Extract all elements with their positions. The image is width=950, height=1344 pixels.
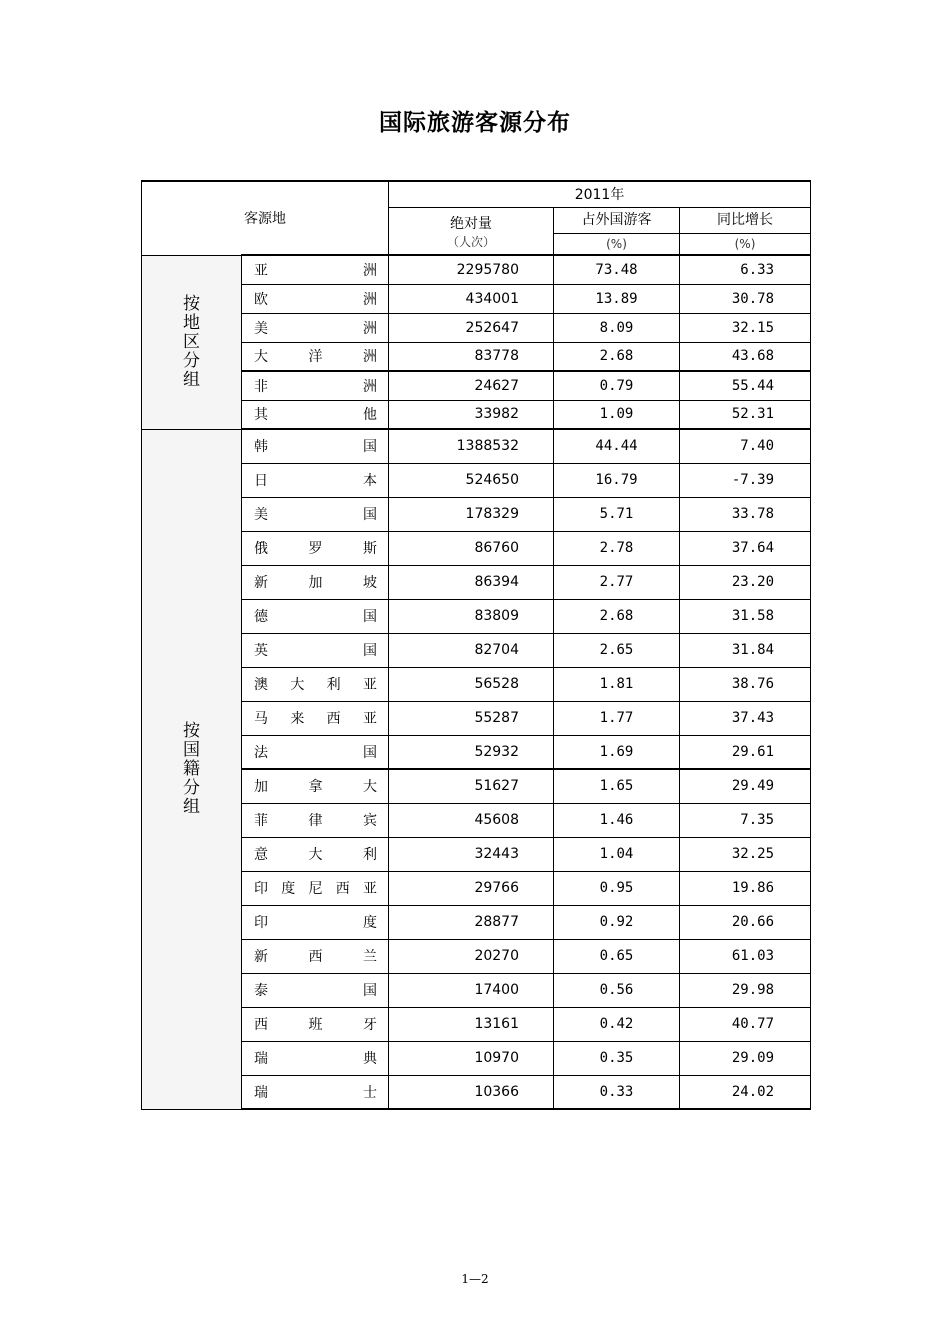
source-name-text: 印 度 bbox=[254, 915, 377, 931]
growth-percent: 61.03 bbox=[680, 939, 811, 973]
group-by-nation bbox=[142, 429, 242, 1109]
source-name-text: 新 加 坡 bbox=[254, 575, 377, 591]
share-percent: 0.79 bbox=[554, 371, 680, 400]
share-percent: 73.48 bbox=[554, 255, 680, 284]
source-name bbox=[242, 905, 389, 939]
growth-percent: 7.35 bbox=[680, 803, 811, 837]
share-percent: 2.78 bbox=[554, 531, 680, 565]
tourist-source-table bbox=[141, 180, 811, 1110]
growth-percent: 43.68 bbox=[680, 342, 811, 371]
header-abs-unit: （人次） bbox=[446, 234, 495, 249]
table-row bbox=[142, 400, 811, 429]
source-name-text: 亚 洲 bbox=[254, 262, 377, 279]
absolute-count: 13161 bbox=[389, 1007, 554, 1041]
absolute-count: 24627 bbox=[389, 371, 554, 400]
growth-percent: 24.02 bbox=[680, 1075, 811, 1109]
source-name-text: 非 洲 bbox=[254, 378, 377, 395]
table-row bbox=[142, 284, 811, 313]
growth-percent: 32.25 bbox=[680, 837, 811, 871]
table-row bbox=[142, 1075, 811, 1109]
growth-percent: 31.84 bbox=[680, 633, 811, 667]
source-name bbox=[242, 531, 389, 565]
absolute-count: 86394 bbox=[389, 565, 554, 599]
table-row bbox=[142, 342, 811, 371]
share-percent: 0.92 bbox=[554, 905, 680, 939]
absolute-count: 86760 bbox=[389, 531, 554, 565]
table-row bbox=[142, 599, 811, 633]
group-by-nation-label: 按国籍分组 bbox=[183, 720, 200, 817]
page-title: 国际旅游客源分布 bbox=[379, 109, 571, 136]
share-percent: 1.69 bbox=[554, 735, 680, 769]
source-name-text: 澳 大 利 亚 bbox=[254, 677, 377, 693]
table-row bbox=[142, 667, 811, 701]
source-name-text: 法 国 bbox=[254, 744, 377, 761]
growth-percent: 30.78 bbox=[680, 284, 811, 313]
source-name-text: 俄 罗 斯 bbox=[254, 541, 377, 557]
table-row bbox=[142, 803, 811, 837]
source-name bbox=[242, 497, 389, 531]
absolute-count: 52932 bbox=[389, 735, 554, 769]
table-row bbox=[142, 497, 811, 531]
table-row bbox=[142, 371, 811, 400]
table-row bbox=[142, 565, 811, 599]
page-number: 1—2 bbox=[461, 1272, 489, 1286]
growth-percent: 52.31 bbox=[680, 400, 811, 429]
growth-percent: 20.66 bbox=[680, 905, 811, 939]
source-name bbox=[242, 939, 389, 973]
source-name-text: 新 西 兰 bbox=[254, 949, 377, 965]
source-name-text: 美 国 bbox=[254, 507, 377, 523]
source-name-text: 英 国 bbox=[254, 643, 377, 659]
growth-percent: 38.76 bbox=[680, 667, 811, 701]
absolute-count: 33982 bbox=[389, 400, 554, 429]
source-name-text: 意 大 利 bbox=[254, 847, 377, 863]
table-row bbox=[142, 1041, 811, 1075]
share-percent: 1.09 bbox=[554, 400, 680, 429]
header-abs bbox=[389, 207, 554, 255]
table-row bbox=[142, 769, 811, 803]
absolute-count: 29766 bbox=[389, 871, 554, 905]
source-name bbox=[242, 313, 389, 342]
table-row bbox=[142, 429, 811, 463]
source-name bbox=[242, 429, 389, 463]
share-percent: 0.35 bbox=[554, 1041, 680, 1075]
table-row bbox=[142, 973, 811, 1007]
absolute-count: 524650 bbox=[389, 463, 554, 497]
header-share-unit-cell bbox=[554, 233, 680, 255]
source-name-text: 西 班 牙 bbox=[254, 1017, 377, 1033]
source-name bbox=[242, 342, 389, 371]
share-percent: 0.33 bbox=[554, 1075, 680, 1109]
source-name bbox=[242, 803, 389, 837]
share-percent: 1.77 bbox=[554, 701, 680, 735]
source-name bbox=[242, 667, 389, 701]
source-name bbox=[242, 255, 389, 284]
growth-percent: 55.44 bbox=[680, 371, 811, 400]
table-row bbox=[142, 905, 811, 939]
growth-percent: 6.33 bbox=[680, 255, 811, 284]
growth-percent: 40.77 bbox=[680, 1007, 811, 1041]
source-name bbox=[242, 837, 389, 871]
growth-percent: 37.43 bbox=[680, 701, 811, 735]
table-row bbox=[142, 1007, 811, 1041]
absolute-count: 32443 bbox=[389, 837, 554, 871]
share-percent: 44.44 bbox=[554, 429, 680, 463]
absolute-count: 82704 bbox=[389, 633, 554, 667]
source-name-text: 瑞 典 bbox=[254, 1051, 377, 1067]
share-percent: 0.65 bbox=[554, 939, 680, 973]
share-percent: 2.77 bbox=[554, 565, 680, 599]
table-row bbox=[142, 939, 811, 973]
growth-percent: 7.40 bbox=[680, 429, 811, 463]
table-row bbox=[142, 255, 811, 284]
table-row bbox=[142, 463, 811, 497]
table-row bbox=[142, 701, 811, 735]
share-percent: 1.65 bbox=[554, 769, 680, 803]
group-by-region-label: 按地区分组 bbox=[183, 293, 200, 390]
source-name bbox=[242, 1041, 389, 1075]
table-row bbox=[142, 531, 811, 565]
growth-percent: 31.58 bbox=[680, 599, 811, 633]
absolute-count: 51627 bbox=[389, 769, 554, 803]
growth-percent: 29.98 bbox=[680, 973, 811, 1007]
header-source-label: 客源地 bbox=[244, 211, 286, 227]
source-name-text: 菲 律 宾 bbox=[254, 813, 377, 829]
absolute-count: 83809 bbox=[389, 599, 554, 633]
source-name bbox=[242, 400, 389, 429]
source-name-text: 韩 国 bbox=[254, 439, 377, 456]
source-name-text: 其 他 bbox=[254, 407, 377, 424]
growth-percent: 29.09 bbox=[680, 1041, 811, 1075]
growth-percent: 33.78 bbox=[680, 497, 811, 531]
source-name bbox=[242, 735, 389, 769]
growth-percent: 29.49 bbox=[680, 769, 811, 803]
absolute-count: 1388532 bbox=[389, 429, 554, 463]
absolute-count: 83778 bbox=[389, 342, 554, 371]
source-name-text: 瑞 士 bbox=[254, 1084, 377, 1101]
header-abs-label: 绝对量 bbox=[450, 215, 492, 232]
source-name-text: 马 来 西 亚 bbox=[254, 711, 377, 727]
share-percent: 13.89 bbox=[554, 284, 680, 313]
share-percent: 2.68 bbox=[554, 599, 680, 633]
absolute-count: 10970 bbox=[389, 1041, 554, 1075]
absolute-count: 20270 bbox=[389, 939, 554, 973]
absolute-count: 56528 bbox=[389, 667, 554, 701]
growth-percent: 32.15 bbox=[680, 313, 811, 342]
source-name bbox=[242, 463, 389, 497]
table-row bbox=[142, 871, 811, 905]
absolute-count: 2295780 bbox=[389, 255, 554, 284]
source-name-text: 加 拿 大 bbox=[254, 779, 377, 796]
source-name bbox=[242, 1075, 389, 1109]
source-name-text: 德 国 bbox=[254, 609, 377, 625]
share-percent: 0.56 bbox=[554, 973, 680, 1007]
source-name-text: 日 本 bbox=[254, 473, 377, 489]
source-name-text: 大 洋 洲 bbox=[254, 349, 377, 366]
header-source bbox=[142, 181, 389, 255]
source-name-text: 泰 国 bbox=[254, 983, 377, 999]
header-share-unit: (%) bbox=[606, 236, 627, 251]
share-percent: 0.42 bbox=[554, 1007, 680, 1041]
absolute-count: 55287 bbox=[389, 701, 554, 735]
source-name bbox=[242, 1007, 389, 1041]
source-name bbox=[242, 633, 389, 667]
table-row bbox=[142, 837, 811, 871]
source-name-text: 印 度 尼 西 亚 bbox=[254, 881, 377, 897]
source-name bbox=[242, 701, 389, 735]
source-name bbox=[242, 599, 389, 633]
absolute-count: 434001 bbox=[389, 284, 554, 313]
share-percent: 2.68 bbox=[554, 342, 680, 371]
header-year: 2011年 bbox=[389, 181, 811, 207]
absolute-count: 252647 bbox=[389, 313, 554, 342]
share-percent: 8.09 bbox=[554, 313, 680, 342]
share-percent: 2.65 bbox=[554, 633, 680, 667]
source-name bbox=[242, 565, 389, 599]
share-percent: 0.95 bbox=[554, 871, 680, 905]
absolute-count: 178329 bbox=[389, 497, 554, 531]
growth-percent: 29.61 bbox=[680, 735, 811, 769]
table-row bbox=[142, 313, 811, 342]
growth-percent: 19.86 bbox=[680, 871, 811, 905]
header-growth: 同比增长 bbox=[680, 207, 811, 233]
source-name bbox=[242, 284, 389, 313]
growth-percent: 37.64 bbox=[680, 531, 811, 565]
group-by-region bbox=[142, 255, 242, 429]
share-percent: 1.46 bbox=[554, 803, 680, 837]
table-row bbox=[142, 633, 811, 667]
source-name bbox=[242, 871, 389, 905]
header-share: 占外国游客 bbox=[554, 207, 680, 233]
share-percent: 16.79 bbox=[554, 463, 680, 497]
share-percent: 1.04 bbox=[554, 837, 680, 871]
share-percent: 5.71 bbox=[554, 497, 680, 531]
absolute-count: 45608 bbox=[389, 803, 554, 837]
table-row bbox=[142, 735, 811, 769]
growth-percent: -7.39 bbox=[680, 463, 811, 497]
growth-percent: 23.20 bbox=[680, 565, 811, 599]
source-name bbox=[242, 973, 389, 1007]
absolute-count: 17400 bbox=[389, 973, 554, 1007]
source-name bbox=[242, 371, 389, 400]
absolute-count: 28877 bbox=[389, 905, 554, 939]
absolute-count: 10366 bbox=[389, 1075, 554, 1109]
header-growth-unit: (%) bbox=[734, 236, 756, 251]
share-percent: 1.81 bbox=[554, 667, 680, 701]
source-name bbox=[242, 769, 389, 803]
source-name-text: 欧 洲 bbox=[254, 291, 377, 308]
header-growth-unit-cell bbox=[680, 233, 811, 255]
source-name-text: 美 洲 bbox=[254, 320, 377, 337]
